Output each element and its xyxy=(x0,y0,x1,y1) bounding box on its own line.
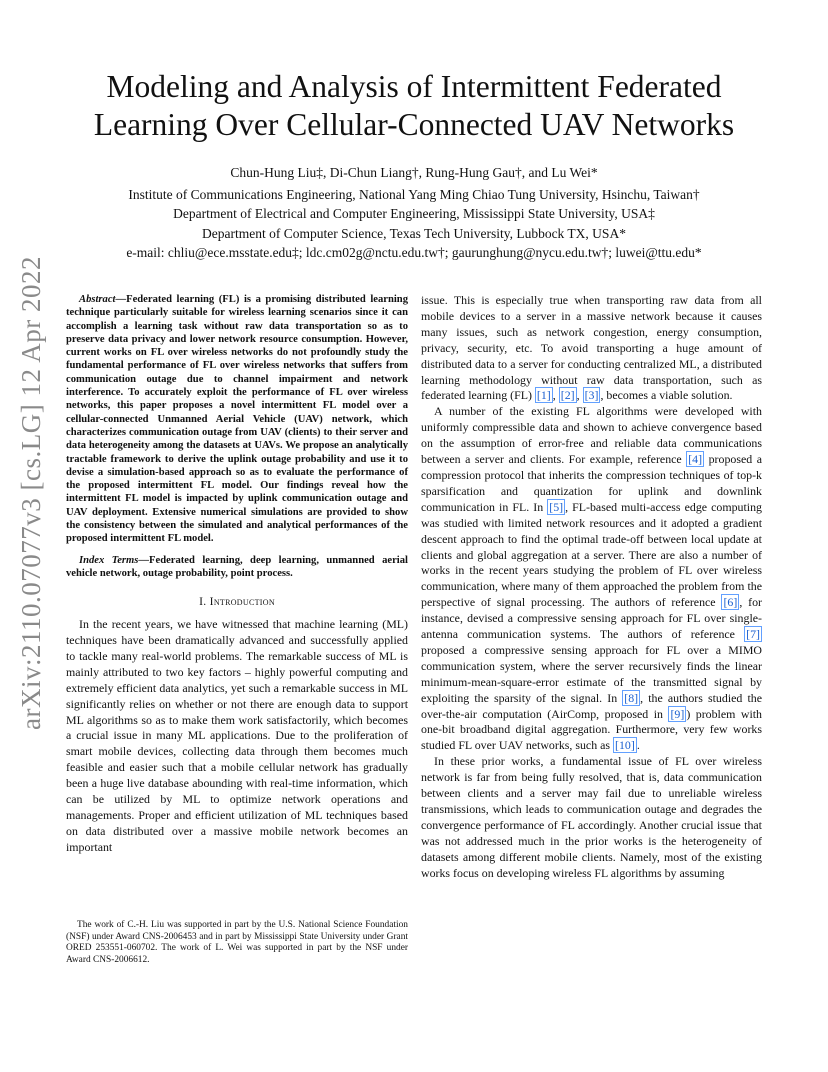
citation-link[interactable]: [6] xyxy=(723,595,738,610)
section-number: I. xyxy=(199,595,210,609)
citation-link[interactable]: [8] xyxy=(624,690,639,705)
funding-footnote: The work of C.-H. Liu was supported in part by the U.S. National Science Foundation (NSF) under Award CNS-2006453 and in part by Mississippi State University under Grant ORED 253551-060702. The work of L. Wei was supported in part by the NSF under Award CNS-2006612. xyxy=(66,920,408,965)
index-terms-label: Index Terms xyxy=(79,554,139,566)
text-span: . xyxy=(636,738,640,753)
intro-paragraph-1: In the recent years, we have witnessed that machine learning (ML) techniques have been dramatically advanced and successfully applied to tackle many real-world problems. The remarkable success of ML is mainly attributed to two key factors – highly powerful computing and extremely efficient data analytics, yet such a remarkable success in ML significantly relies on whether or not there are enough data to support ML algorithms so as to make them work satisfactorily, which becomes a crucial issue in many ML applications. Due to the proliferation of smart mobile devices, collecting data through them becomes much feasible and easier such that a mobile cellular network has gradually been a huge live database abounding with real-time information, which can be utilized by ML to optimize network operations and managements. Proper and efficient utilization of ML techniques based on data distributed over a massive mobile network becomes an important xyxy=(66,617,408,854)
footnote xyxy=(66,920,408,966)
title-line-2: Learning Over Cellular-Connected UAV Networks xyxy=(93,107,735,142)
text-span: A number of the existing FL algorithms were developed with uniformly compressible data and shown to achieve convergence based on the assumption of error-free and reliable data communications between a server and clients. For example, reference xyxy=(421,404,762,467)
affiliation-2: Department of Electrical and Computer Engineering, Mississippi State University, USA‡ xyxy=(173,206,655,221)
text-span: , FL-based multi-access edge computing was studied with limited network resources and it adopted a gradient descent approach to find the optimal trade-off between local update at clients and global aggregation at a server. There are also a number of works in the recent years studying the problem of FL over wireless communication, where many of them approached the problem from the perspective of signal processing. The authors of reference xyxy=(421,499,762,610)
citation-link[interactable]: [1] xyxy=(536,388,551,403)
abstract-text: —Federated learning (FL) is a promising distributed learning technique particularly suitable for wireless learning scenarios since it can accomplish a learning task without raw data transportation so as to preserve data privacy and lower network resource consumption. However, current works on FL over wireless networks do not profoundly study the fundamental performance of FL over wireless networks that suffers from communication outage due to channel impairment and network interference. To accurately exploit the performance of FL over wireless networks, this paper proposes a novel intermittent FL model over a cellular-connected Unmanned Aerial Vehicle (UAV) network, which characterizes communication outage from UAV (clients) to their server and data heterogeneity among the datasets at UAVs. We propose an analytically tractable framework to derive the uplink outage probability and use it to devise a simulation-based approach so as to evaluate the performance of the proposed intermittent FL model. Our findings reveal how the intermittent FL model is impacted by uplink communication outage and UAV deployment. Extensive numerical simulations are provided to show the consistency between the simulated and analytical performances of the proposed intermittent FL model. xyxy=(66,294,408,545)
section-heading-introduction xyxy=(66,594,408,610)
citation-link[interactable]: [2] xyxy=(560,388,575,403)
citation-link[interactable]: [10] xyxy=(615,738,635,753)
text-span: proposed a compressive sensing approach for FL over a MIMO communication system, where the server recursively finds the linear minimum-mean-square-error estimate of the transmitted signal by exploiting the sparsity of the signal. In xyxy=(421,642,762,705)
citation-link[interactable]: [7] xyxy=(746,627,760,642)
title-line-1: Modeling and Analysis of Intermittent Federated xyxy=(106,69,722,104)
citation-link[interactable]: [4] xyxy=(688,452,703,467)
abstract xyxy=(66,293,408,546)
section-title: Introduction xyxy=(209,595,275,609)
author-block xyxy=(40,163,788,263)
arxiv-identifier-stamp: arXiv:2110.07077v3 [cs.LG] 12 Apr 2022 xyxy=(16,256,46,730)
text-span: issue. This is especially true when transporting raw data from all mobile devices to a server in a massive network because it causes many issues, such as network congestion, energy consumption, privacy, security, etc. To avoid transporting a huge amount of distributed data to a server for conducting centralized ML, a distributed learning methodology without raw data transportation, such as federated learning (FL) xyxy=(421,293,762,403)
affiliation-3: Department of Computer Science, Texas Tech University, Lubbock TX, USA* xyxy=(202,225,626,241)
text-span: , becomes a viable solution. xyxy=(600,388,733,403)
right-paragraph-2 xyxy=(421,404,762,754)
citation-link[interactable]: [5] xyxy=(549,499,564,514)
abstract-label: Abstract xyxy=(79,294,116,305)
text-span: ) problem with one-bit broadband digital aggregation. Furthermore, very few works studied FL over UAV networks, such as xyxy=(421,706,763,753)
affiliation-1: Institute of Communications Engineering, National Yang Ming Chiao Tung University, Hsinchu, Taiwan† xyxy=(128,186,700,202)
author-emails: e-mail: chliu@ece.msstate.edu‡; ldc.cm02g@nctu.edu.tw†; gaurunghung@nycu.edu.tw†; luwei@ttu.edu* xyxy=(126,245,702,260)
author-names: Chun-Hung Liu‡, Di-Chun Liang†, Rung-Hung Gau†, and Lu Wei* xyxy=(230,165,598,180)
text-span: , the authors studied the over-the-air computation (AirComp, proposed in xyxy=(421,690,762,721)
text-span: proposed a compression protocol that inherits the compression techniques of top-k sparsification and quantization for uplink and downlink communication in FL. In xyxy=(421,452,762,514)
citation-link[interactable]: [3] xyxy=(584,388,599,403)
citation-link[interactable]: [9] xyxy=(670,706,685,721)
right-column xyxy=(421,293,762,882)
left-column xyxy=(66,293,408,856)
right-paragraph-3: In these prior works, a fundamental issue of FL over wireless network is far from being fully resolved, that is, data communication between clients and a server may fail due to unreliable wireless transmissions, which leads to communication outage and degrades the convergence performance of FL accordingly. Another crucial issue that was not addressed much in the prior works is the heterogeneity of datasets among different mobile clients. Namely, most of the existing works focus on developing wireless FL algorithms by assuming xyxy=(421,754,762,880)
paper-title xyxy=(40,68,788,144)
index-terms xyxy=(66,554,408,581)
text-span: , for instance, devised a compressive sensing approach for FL over single-antenna communication systems. The authors of reference xyxy=(421,595,762,642)
right-paragraph-1: issue. This is especially true when transporting raw data from all mobile devices to a server in a massive network because it causes many issues, such as network congestion, energy consumption, privacy, security, etc. To avoid transporting a huge amount of distributed data to a server for conducting centralized ML, a distributed learning methodology without raw data transportation, such as federated learning (FL) [1] , [2] , [3] , becomes a viable solution. xyxy=(421,293,762,403)
index-terms-text: —Federated learning, deep learning, unmanned aerial vehicle network, outage probability, point process. xyxy=(66,554,408,579)
